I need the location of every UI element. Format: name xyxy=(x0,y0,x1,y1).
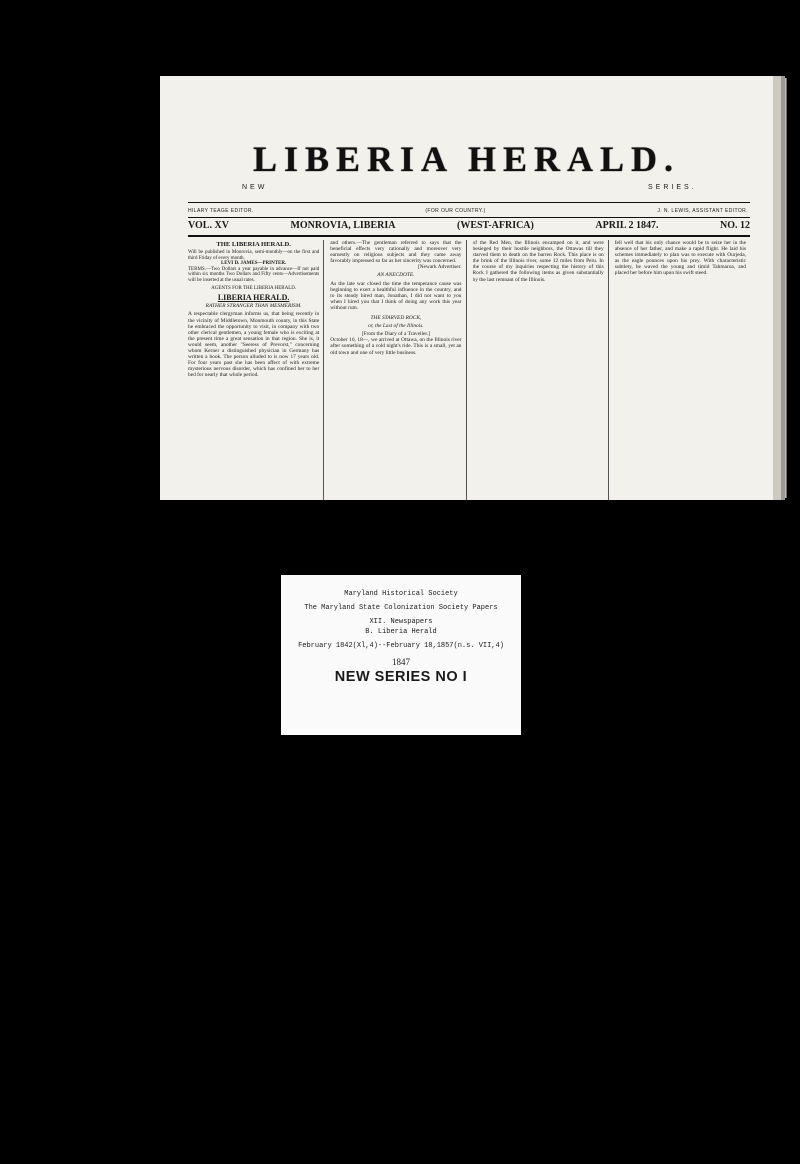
issue-date: APRIL 2 1847. xyxy=(595,220,659,231)
new-label: NEW xyxy=(242,184,268,191)
motto: (FOR OUR COUNTRY.) xyxy=(425,208,486,214)
card-institution: Maryland Historical Society xyxy=(344,590,458,598)
place: MONROVIA, LIBERIA xyxy=(290,220,396,231)
col1-intro: Will be published in Monrovia, semi-monthly—on the first and third Friday of every month. xyxy=(188,250,320,261)
col2-intro-text: and others.—The gentleman referred to says that the beneficial effects very rationally and moreover very earnestly on religious subjects and they came away favorably impressed so far as her sincerity was concerned. xyxy=(330,240,462,265)
col1-terms: TERMS.—Two Dollars a year payable in advance—If not paid within six months Two Dollars and Fifty cents—Advertisements will be inserted at the usual rates. xyxy=(188,266,320,284)
column-3 xyxy=(473,240,609,500)
masthead xyxy=(160,138,773,180)
col2-article2-title: AN ANECDOTE. xyxy=(377,272,415,279)
rule-bottom xyxy=(188,235,750,237)
card-collection: The Maryland State Colonization Society Papers xyxy=(304,604,498,612)
col2-article3-title: THE STARVED ROCK, xyxy=(370,315,422,322)
column-4 xyxy=(615,240,750,500)
column-1 xyxy=(188,240,324,500)
article-columns xyxy=(188,240,750,500)
col2-article3-subtitle: or, the Last of the Illinois. xyxy=(368,323,424,330)
card-date-range: February 1842(Xl,4)--February 18,1857(n.s. VII,4) xyxy=(298,642,504,650)
col1-banner: LIBERIA HERALD. xyxy=(217,293,290,303)
col1-publisher: LEVI D. JAMES—PRINTER. xyxy=(220,261,287,267)
editor-right: J. N. LEWIS, ASSISTANT EDITOR. xyxy=(657,208,748,214)
col1-heading: THE LIBERIA HERALD. xyxy=(216,241,291,248)
col2-article2-text: As the late war closed the time the temperance cause was beginning to exert a healthful influence in the country, and to its steady hired man, Jonathan, I did not want to you when I hired you that I think of doing any work this year without rum. xyxy=(330,280,462,311)
col1-article-title: RATHER STRANGER THAN MESMERISM. xyxy=(205,303,302,310)
issue-bar xyxy=(188,220,750,231)
issue-number: NO. 12 xyxy=(720,220,750,231)
card-subseries: B. Liberia Herald xyxy=(365,628,437,636)
col3-text: of the Red Men, the Illinois encamped on it, and were besieged by their hostile neighbors, the Ottawas till they starved them to death on the barren Rock. This place is on the brink of the Illinois river, some 12 miles from Peru. In the course of my inquiries respecting the history of this Rock I gathered the following items as given substantially by the last remnant of the Illinois. xyxy=(472,240,604,283)
col1-agents-heading: AGENTS FOR THE LIBERIA HERALD. xyxy=(211,285,297,291)
rule-top xyxy=(188,202,750,203)
rule-middle xyxy=(188,217,750,218)
archive-label-card xyxy=(281,575,521,735)
col4-text: fell well that his only chance would be to seize her in the absence of her father, and make a rapid flight. He laid his schemes immediately to plan was to execute with Ourjeda, as the eagle pounces upon his prey. With characteristic subtlety, he waved the young and timid Tahmaroa, and placed her before him upon his swift steed. xyxy=(614,240,746,277)
editor-left: HILARY TEAGE EDITOR. xyxy=(188,208,254,214)
editors-line xyxy=(188,208,748,214)
col2-article3-source: [From the Diary of a Traveller.] xyxy=(361,331,431,338)
col2-source: [Newark Advertiser. xyxy=(417,264,462,271)
volume: VOL. XV xyxy=(188,220,229,231)
col2-article3-text: October 16, 18—, we arrived at Ottawa, on the Illinois river after something of a cold night's ride. This is a small, yet an old town and one of very little business. xyxy=(330,337,462,356)
newspaper-page xyxy=(160,76,773,500)
col1-article-text: A respectable clergyman informs us, that being recently in the vicinity of Middletown, Monmouth county, in this State he embraced the opportunity to visit, in company with two other clerical gentlemen, a young female who is exciting at the present time a great sensation in that region. She is, it would seem, another "Seeress of Prevorst," concerning whom Kerner a distinguished physician in Germany has written a book. The person alluded to is now 17 years old. For four years past she has been affect of with extreme mysterious nervous disorder, which has confined her to her bed for nearly that whole period. xyxy=(188,311,320,379)
card-series: XII. Newspapers xyxy=(369,618,433,626)
column-2 xyxy=(330,240,466,500)
series-label: SERIES. xyxy=(648,184,697,191)
masthead-title: LIBERIA HERALD. xyxy=(252,139,681,179)
region: (WEST-AFRICA) xyxy=(457,220,534,231)
card-series-number: NEW SERIES NO I xyxy=(334,669,468,685)
card-year: 1847 xyxy=(392,657,410,667)
page-edge xyxy=(773,78,787,498)
